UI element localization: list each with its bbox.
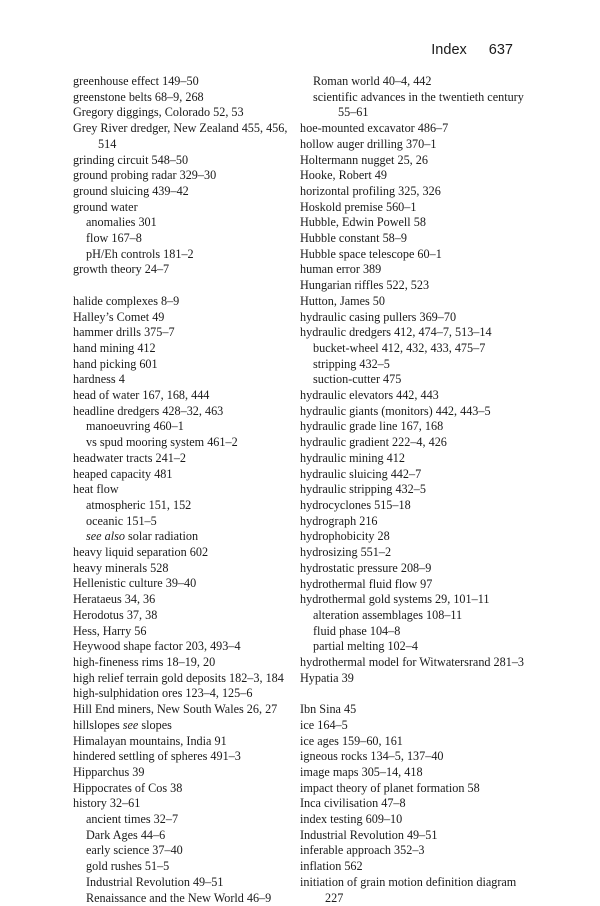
entry-text: alteration assemblages 108–11 — [313, 607, 463, 622]
entry-text: grinding circuit 548–50 — [73, 152, 189, 167]
index-entry — [73, 388, 288, 404]
index-entry — [300, 137, 530, 153]
entry-text: hindered settling of spheres 491–3 — [73, 749, 241, 764]
entry-text: hardness 4 — [73, 372, 125, 387]
entry-text: horizontal profiling 325, 326 — [300, 183, 441, 198]
index-subentry — [300, 639, 530, 655]
entry-text: fluid phase 104–8 — [313, 623, 401, 638]
index-subentry — [73, 419, 288, 435]
entry-text: hillslopes — [73, 717, 123, 732]
entry-text: Holtermann nugget 25, 26 — [300, 152, 428, 167]
entry-text: head of water 167, 168, 444 — [73, 388, 210, 403]
index-entry — [300, 200, 530, 216]
entry-text: Hill End miners, New South Wales 26, 27 — [73, 702, 278, 717]
entry-text: Hypatia 39 — [300, 670, 354, 685]
index-subentry — [300, 372, 530, 388]
entry-text: growth theory 24–7 — [73, 262, 170, 277]
entry-text: high-sulphidation ores 123–4, 125–6 — [73, 686, 253, 701]
entry-text: partial melting 102–4 — [313, 639, 418, 654]
index-entry — [73, 545, 288, 561]
entry-text: Hooke, Robert 49 — [300, 168, 387, 183]
running-header — [431, 42, 513, 58]
entry-text: Dark Ages 44–6 — [86, 827, 166, 842]
index-entry — [73, 734, 288, 750]
index-subentry — [73, 498, 288, 514]
index-entry — [300, 592, 530, 608]
index-entry — [73, 482, 288, 498]
index-entry — [73, 310, 288, 326]
index-entry — [300, 843, 530, 859]
entry-text: Hess, Harry 56 — [73, 623, 147, 638]
index-entry — [300, 545, 530, 561]
index-entry — [73, 357, 288, 373]
index-subentry — [73, 529, 288, 545]
entry-text: impact theory of planet formation 58 — [300, 780, 480, 795]
index-entry — [73, 749, 288, 765]
entry-text: pH/Eh controls 181–2 — [86, 246, 194, 261]
entry-text: Roman world 40–4, 442 — [313, 74, 432, 88]
entry-text: headwater tracts 241–2 — [73, 450, 187, 465]
entry-text: human error 389 — [300, 262, 382, 277]
index-entry — [73, 655, 288, 671]
entry-text: Hutton, James 50 — [300, 293, 385, 308]
page-number: 637 — [488, 42, 513, 58]
index-entry — [73, 561, 288, 577]
entry-text: hydraulic dredgers 412, 474–7, 513–14 — [300, 325, 492, 340]
index-entry — [300, 168, 530, 184]
index-entry — [73, 781, 288, 797]
entry-text: high-fineness rims 18–19, 20 — [73, 655, 216, 669]
entry-text: hammer drills 375–7 — [73, 325, 175, 340]
entry-text: Hungarian riffles 522, 523 — [300, 278, 430, 293]
index-entry — [73, 624, 288, 640]
index-entry — [300, 749, 530, 765]
index-subentry — [73, 514, 288, 530]
entry-text: Hubble space telescope 60–1 — [300, 246, 442, 261]
index-entry — [73, 718, 288, 734]
entry-text: Hipparchus 39 — [73, 764, 145, 779]
index-column-right — [300, 74, 530, 906]
index-entry — [300, 325, 530, 341]
entry-text: hydrostatic pressure 208–9 — [300, 560, 432, 575]
entry-text: hydraulic grade line 167, 168 — [300, 419, 444, 434]
entry-text: hand mining 412 — [73, 340, 156, 355]
entry-text: hydrophobicity 28 — [300, 529, 390, 544]
entry-text: inferable approach 352–3 — [300, 843, 425, 858]
index-subentry — [300, 90, 530, 121]
entry-text: heaped capacity 481 — [73, 466, 173, 481]
index-entry — [300, 781, 530, 797]
entry-text: halide complexes 8–9 — [73, 293, 180, 308]
index-entry — [300, 812, 530, 828]
entry-text: Himalayan mountains, India 91 — [73, 733, 227, 748]
index-entry — [73, 592, 288, 608]
index-entry — [73, 639, 288, 655]
entry-text: vs spud mooring system 461–2 — [86, 435, 238, 450]
cross-reference-label: see also — [86, 529, 125, 544]
entry-text: ground sluicing 439–42 — [73, 183, 189, 198]
index-entry — [300, 247, 530, 263]
entry-text: Gregory diggings, Colorado 52, 53 — [73, 105, 244, 120]
entry-text: hydrothermal fluid flow 97 — [300, 576, 433, 591]
entry-text: hydraulic giants (monitors) 442, 443–5 — [300, 403, 491, 418]
index-entry — [73, 372, 288, 388]
index-entry — [73, 765, 288, 781]
index-entry — [300, 262, 530, 278]
index-entry — [300, 498, 530, 514]
entry-text: hydrograph 216 — [300, 513, 378, 528]
entry-text: inflation 562 — [300, 859, 363, 874]
index-entry — [300, 671, 530, 687]
entry-text: ancient times 32–7 — [86, 812, 179, 827]
index-subentry — [73, 843, 288, 859]
entry-text: solar radiation — [124, 529, 199, 544]
index-entry — [73, 168, 288, 184]
index-entry — [300, 859, 530, 875]
index-entry — [73, 262, 288, 278]
entry-text: Hippocrates of Cos 38 — [73, 780, 183, 795]
index-entry — [73, 90, 288, 106]
index-column-left — [73, 74, 288, 906]
index-entry — [300, 467, 530, 483]
index-subentry — [73, 215, 288, 231]
index-entry — [73, 74, 288, 90]
entry-text: hydrothermal model for Witwatersrand 281–3 — [300, 655, 525, 670]
index-entry — [300, 215, 530, 231]
entry-text: greenhouse effect 149–50 — [73, 74, 199, 88]
index-subentry — [73, 828, 288, 844]
index-entry — [300, 153, 530, 169]
entry-text: scientific advances in the twentieth century 55–61 — [313, 89, 524, 120]
index-entry — [73, 608, 288, 624]
entry-text: hydraulic stripping 432–5 — [300, 482, 426, 497]
index-entry — [300, 577, 530, 593]
entry-text: Industrial Revolution 49–51 — [86, 874, 224, 889]
entry-text: atmospheric 151, 152 — [86, 497, 192, 512]
index-entry — [73, 576, 288, 592]
index-entry — [300, 404, 530, 420]
entry-text: heavy liquid separation 602 — [73, 545, 209, 560]
entry-text: stripping 432–5 — [313, 356, 390, 371]
index-entry — [300, 875, 530, 906]
entry-text: Heywood shape factor 203, 493–4 — [73, 639, 241, 654]
entry-text: Ibn Sina 45 — [300, 702, 357, 717]
index-entry — [73, 325, 288, 341]
index-entry — [300, 514, 530, 530]
index-entry — [73, 451, 288, 467]
entry-text: Halley’s Comet 49 — [73, 309, 165, 324]
entry-text: suction-cutter 475 — [313, 372, 402, 387]
entry-text: ice 164–5 — [300, 717, 348, 732]
entry-text: hydrothermal gold systems 29, 101–11 — [300, 592, 490, 607]
entry-text: hydraulic gradient 222–4, 426 — [300, 435, 447, 450]
entry-text: hoe-mounted excavator 486–7 — [300, 121, 449, 136]
entry-text: Hubble, Edwin Powell 58 — [300, 215, 426, 230]
entry-text: Hubble constant 58–9 — [300, 231, 407, 246]
index-subentry — [300, 624, 530, 640]
index-entry — [73, 294, 288, 310]
entry-text: Hellenistic culture 39–40 — [73, 576, 197, 591]
entry-text: ground probing radar 329–30 — [73, 168, 217, 183]
entry-text: hydrosizing 551–2 — [300, 545, 392, 560]
cross-reference-target: slopes — [138, 717, 172, 732]
cross-reference-label: see — [122, 717, 139, 732]
index-entry — [73, 121, 288, 152]
index-subentry — [300, 608, 530, 624]
index-entry — [73, 796, 288, 812]
entry-text: oceanic 151–5 — [86, 513, 157, 528]
index-entry — [300, 561, 530, 577]
entry-text: hydraulic mining 412 — [300, 450, 405, 465]
index-entry — [300, 655, 530, 671]
entry-text: Hoskold premise 560–1 — [300, 199, 417, 214]
index-entry — [300, 796, 530, 812]
index-entry — [300, 388, 530, 404]
index-entry — [300, 231, 530, 247]
index-subentry — [73, 891, 288, 906]
index-subentry — [73, 435, 288, 451]
entry-text: heavy minerals 528 — [73, 560, 169, 575]
index-subentry — [73, 231, 288, 247]
index-subentry — [73, 859, 288, 875]
entry-text: flow 167–8 — [86, 231, 142, 246]
entry-text: hydraulic elevators 442, 443 — [300, 388, 439, 403]
index-subentry — [300, 357, 530, 373]
index-entry — [73, 153, 288, 169]
entry-text: index testing 609–10 — [300, 812, 403, 827]
index-subentry — [73, 812, 288, 828]
entry-text: hydraulic casing pullers 369–70 — [300, 309, 457, 324]
index-subentry — [73, 247, 288, 263]
entry-text: gold rushes 51–5 — [86, 859, 170, 874]
index-entry — [300, 828, 530, 844]
index-entry — [300, 451, 530, 467]
index-entry — [73, 184, 288, 200]
index-subentry — [300, 74, 530, 90]
entry-text: hydraulic sluicing 442–7 — [300, 466, 422, 481]
entry-text: bucket-wheel 412, 432, 433, 475–7 — [313, 340, 486, 355]
index-entry — [73, 105, 288, 121]
entry-text: high relief terrain gold deposits 182–3, 184 — [73, 670, 284, 685]
header-title: Index — [431, 42, 467, 58]
entry-text: hand picking 601 — [73, 356, 158, 371]
entry-text: history 32–61 — [73, 796, 141, 811]
index-entry — [73, 404, 288, 420]
index-entry — [300, 121, 530, 137]
index-entry — [300, 482, 530, 498]
index-entry — [300, 184, 530, 200]
index-subentry — [300, 341, 530, 357]
index-entry — [300, 294, 530, 310]
entry-text: Industrial Revolution 49–51 — [300, 827, 438, 842]
entry-text: hollow auger drilling 370–1 — [300, 136, 437, 151]
entry-text: headline dredgers 428–32, 463 — [73, 403, 224, 418]
index-entry — [300, 310, 530, 326]
index-entry — [300, 435, 530, 451]
index-entry — [73, 467, 288, 483]
entry-text: initiation of grain motion definition diagram 227 — [300, 874, 517, 905]
entry-text: hydrocyclones 515–18 — [300, 497, 411, 512]
index-entry — [300, 718, 530, 734]
index-entry — [73, 341, 288, 357]
entry-text: igneous rocks 134–5, 137–40 — [300, 749, 444, 764]
entry-text: ground water — [73, 199, 138, 214]
entry-text: image maps 305–14, 418 — [300, 764, 423, 779]
entry-text: greenstone belts 68–9, 268 — [73, 89, 204, 104]
entry-text: anomalies 301 — [86, 215, 157, 230]
index-entry — [300, 702, 530, 718]
index-entry — [73, 200, 288, 216]
index-entry — [300, 419, 530, 435]
index-entry — [300, 734, 530, 750]
entry-text: Grey River dredger, New Zealand 455, 456, 514 — [73, 121, 288, 151]
index-entry — [300, 278, 530, 294]
entry-text: manoeuvring 460–1 — [86, 419, 184, 434]
index-entry — [300, 529, 530, 545]
entry-text: heat flow — [73, 482, 119, 497]
entry-text: early science 37–40 — [86, 843, 183, 858]
index-entry — [300, 765, 530, 781]
index-entry — [73, 671, 288, 687]
index-subentry — [73, 875, 288, 891]
entry-text: Renaissance and the New World 46–9 — [86, 890, 272, 905]
entry-text: Herodotus 37, 38 — [73, 607, 158, 622]
index-entry — [73, 686, 288, 702]
entry-text: ice ages 159–60, 161 — [300, 733, 403, 748]
index-entry — [73, 702, 288, 718]
entry-text: Herataeus 34, 36 — [73, 592, 156, 607]
entry-text: Inca civilisation 47–8 — [300, 796, 406, 811]
